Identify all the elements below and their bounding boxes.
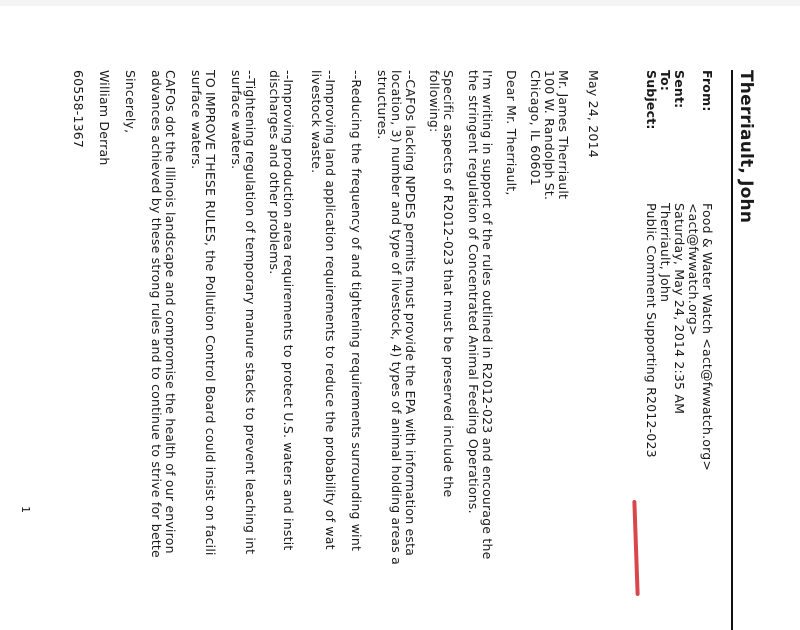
salutation: Dear Mr. Therriault, <box>504 70 519 196</box>
paragraph-1-line-2: the stringent regulation of Concentrated Animal Feeding Operations. <box>466 70 481 514</box>
paragraph-3-line-2: surface waters. <box>189 70 204 170</box>
page-number: 1 <box>19 506 32 514</box>
to-value: Therriault, John <box>658 203 673 303</box>
item-3-line-2: livestock waste. <box>309 70 324 174</box>
address-line-2: 100 W. Randolph St. <box>542 70 557 201</box>
document-title: Therriault, John <box>736 70 756 224</box>
address-line-3: Chicago, IL 60601 <box>528 70 543 186</box>
address-line-1: Mr. James Therriault <box>556 70 571 200</box>
paragraph-4-line-2: advances achieved by these strong rules and to continue to strive for bette <box>149 70 164 558</box>
sent-label: Sent: <box>672 70 687 109</box>
item-5-line-1: --Tightening regulation of temporary manure stacks to prevent leaching int <box>243 70 258 555</box>
paragraph-1-line-1: I'm writing in support of the rules outlined in R2012-023 and encourage the <box>480 70 495 560</box>
from-email: <act@fwwatch.org> <box>686 203 701 336</box>
from-label: From: <box>700 70 715 112</box>
signer-zip: 60558-1367 <box>71 70 86 149</box>
to-label: To: <box>658 70 673 92</box>
paragraph-4-line-1: CAFOs dot the Illinois landscape and compromise the health of our environ <box>163 70 178 554</box>
item-4-line-2: discharges and other problems. <box>267 70 282 275</box>
signer-name: William Derrah <box>97 70 112 166</box>
subject-value: Public Comment Supporting R2012-023 <box>644 203 659 458</box>
from-value: Food & Water Watch <act@fwwatch.org> <box>700 203 715 472</box>
title-rule <box>731 70 733 630</box>
paragraph-3-line-1: TO IMPROVE THESE RULES, the Pollution Control Board could insist on facili <box>203 70 218 556</box>
item-2-line-1: --Reducing the frequency of and tightening requirements surrounding wint <box>349 70 364 552</box>
closing: Sincerely, <box>123 70 138 134</box>
sent-value: Saturday, May 24, 2014 2:35 AM <box>672 203 687 415</box>
letter-date: May 24, 2014 <box>586 70 601 158</box>
red-underline-annotation <box>632 500 639 596</box>
scan-edge <box>0 0 800 6</box>
paragraph-2-line-1: Specific aspects of R2012-023 that must be preserved include the <box>441 70 456 498</box>
subject-label: Subject: <box>644 70 659 130</box>
item-1-line-1: --CAFOs lacking NPDES permits must provide the EPA with information esta <box>403 70 418 557</box>
item-5-line-2: surface waters. <box>229 70 244 170</box>
item-1-line-2: location, 3) number and type of livestock, 4) types of animal holding areas a <box>389 70 404 565</box>
paragraph-2-line-2: following: <box>427 70 442 133</box>
item-3-line-1: --Improving land application requirements to reduce the probability of wat <box>323 70 338 550</box>
item-4-line-1: --Improving production area requirements to protect U.S. waters and instit <box>281 70 296 551</box>
item-1-line-3: structures. <box>375 70 390 140</box>
